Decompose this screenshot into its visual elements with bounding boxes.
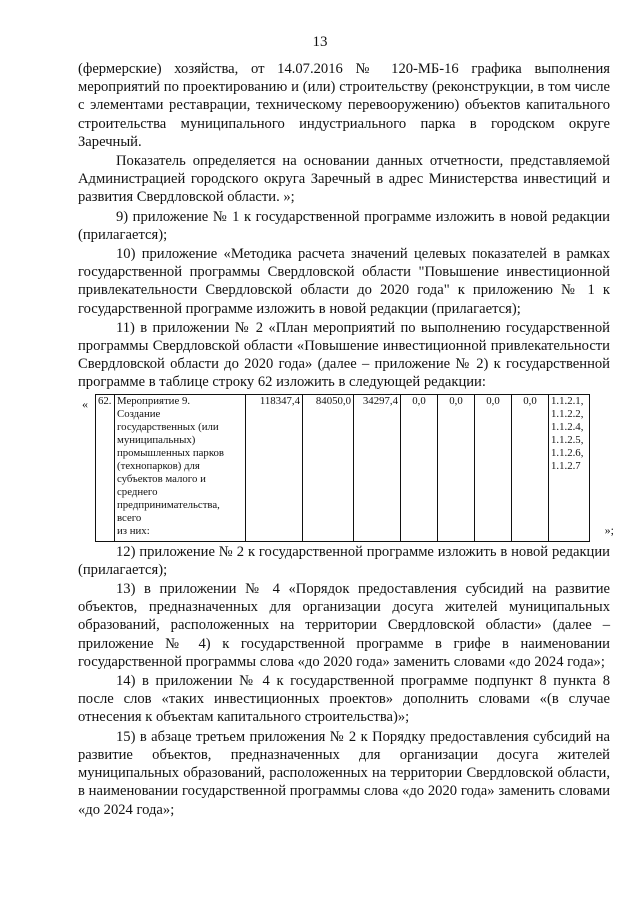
name-line: Мероприятие 9. — [117, 394, 191, 407]
paragraph-item-10: 10) приложение «Методика расчета значений целевых показателей в рамках государственной программы Свердловской области "Повышение инвестиционной привлекательности Свердловской области до 2020 года" к приложению № 1 к государственной программе изложить в новой редакции (прилагается); — [78, 246, 610, 317]
value-cell: 0,0 — [475, 394, 512, 541]
name-line: субъектов малого и — [117, 472, 206, 485]
name-line: промышленных парков — [117, 446, 225, 459]
name-line: (технопарков) для — [117, 459, 200, 472]
ref-line: 1.1.2.2, — [551, 407, 584, 420]
row-name-cell — [115, 394, 246, 541]
name-line: среднего — [117, 485, 158, 498]
name-line: Создание — [117, 407, 161, 420]
name-line: государственных (или — [117, 420, 219, 433]
document-body — [78, 60, 614, 819]
table-row — [96, 394, 590, 541]
ref-line: 1.1.2.4, — [551, 420, 584, 433]
page-number: 13 — [312, 34, 328, 50]
ref-line: 1.1.2.5, — [551, 433, 584, 446]
target-refs-cell — [549, 394, 590, 541]
paragraph-item-14: 14) в приложении № 4 к государственной программе подпункт 8 пункта 8 после слов «таких инвестиционных проектов» дополнить словами «(в случае отнесения к объектам капитального строительства)»; — [78, 673, 610, 726]
paragraph-continuation: (фермерские) хозяйства, от 14.07.2016 № 120-МБ-16 графика выполнения мероприятий по проектированию и (или) строительству (реконструкции, в том числе с элементами реставрации, техническому перевооружению) объектов капитального строительства муниципального индустриального парка в городском округе Заречный. — [78, 61, 610, 150]
paragraph-item-15: 15) в абзаце третьем приложения № 2 к Порядку предоставления субсидий на развитие объектов, предназначенных для организации досуга жителей муниципальных образований, расположенных на территории Свердловской области, в наименовании государственной программы слова «до 2020 года» заменить словами «до 2024 года»; — [78, 728, 610, 818]
row-number-cell: 62. — [96, 394, 115, 541]
value-cell: 84050,0 — [303, 394, 354, 541]
ref-line: 1.1.2.6, — [551, 446, 584, 459]
ref-line: 1.1.2.1, — [551, 394, 584, 407]
paragraph-item-9: 9) приложение № 1 к государственной программе изложить в новой редакции (прилагается); — [78, 208, 610, 243]
name-line: всего — [117, 511, 142, 524]
table-row-62-block — [78, 394, 614, 542]
ref-line: 1.1.2.7 — [551, 459, 581, 472]
paragraph-indicator-source: Показатель определяется на основании данных отчетности, представляемой Администрацией городского округа Заречный в адрес Министерства инвестиций и развития Свердловской области. »; — [78, 153, 610, 206]
open-quote: « — [82, 396, 88, 411]
close-quote: »; — [604, 523, 614, 538]
name-line: предпринимательства, — [117, 498, 220, 511]
name-line: муниципальных) — [117, 433, 196, 446]
paragraph-item-11: 11) в приложении № 2 «План мероприятий по выполнению государственной программы Свердловской области «Повышение инвестиционной привлекательности Свердловской области до 2020 года» (далее – приложение № 2) к государственной программе в таблице строку 62 изложить в следующей редакции: — [78, 319, 610, 391]
plan-table — [95, 394, 590, 542]
value-cell-total: 118347,4 — [246, 394, 303, 541]
value-cell: 34297,4 — [354, 394, 401, 541]
paragraph-item-13: 13) в приложении № 4 «Порядок предоставления субсидий на развитие объектов, предназначенных для организации досуга жителей муниципальных образований, расположенных на территории Свердловской области» (далее – приложение № 4) к государственной программе в грифе в наименовании государственной программы слова «до 2020 года» заменить словами «до 2024 года»; — [78, 581, 610, 670]
paragraph-item-12: 12) приложение № 2 к государственной программе изложить в новой редакции (прилагается); — [78, 543, 610, 578]
name-line: из них: — [117, 524, 150, 537]
value-cell: 0,0 — [512, 394, 549, 541]
value-cell: 0,0 — [401, 394, 438, 541]
value-cell: 0,0 — [438, 394, 475, 541]
